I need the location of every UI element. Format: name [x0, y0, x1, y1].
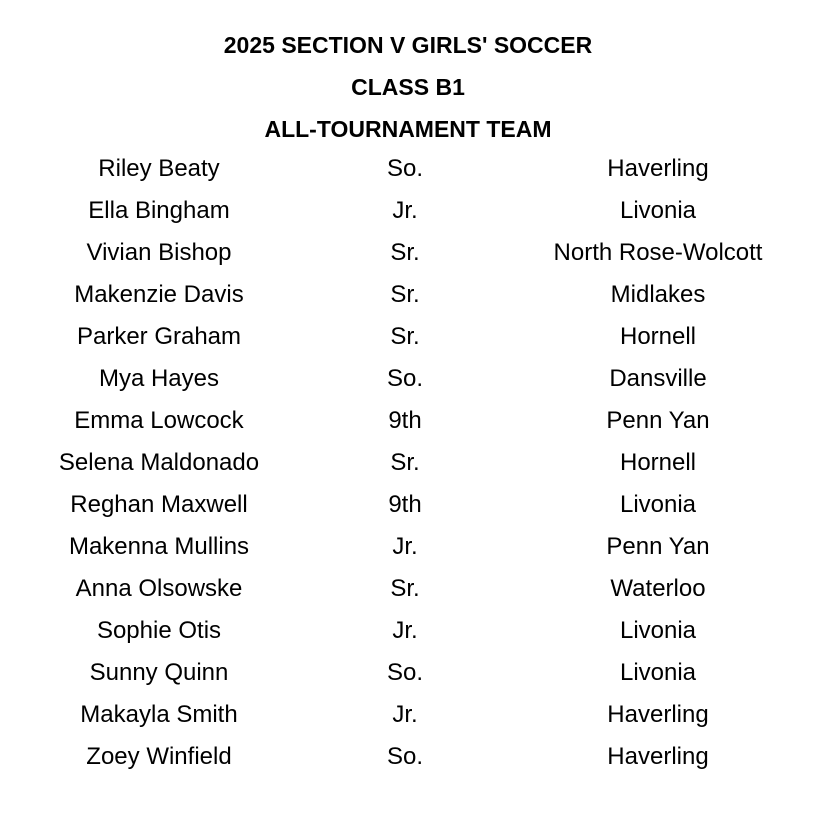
player-year: So. — [386, 365, 424, 392]
player-year: 9th — [388, 407, 422, 434]
player-year: Jr. — [392, 197, 418, 224]
document-team-label: ALL-TOURNAMENT TEAM — [264, 116, 552, 142]
player-year: Sr. — [390, 281, 420, 308]
player-name: Anna Olsowske — [75, 575, 243, 602]
player-year: Sr. — [390, 575, 420, 602]
player-year: Jr. — [392, 701, 418, 728]
player-name: Selena Maldonado — [58, 449, 260, 476]
player-name: Parker Graham — [76, 323, 242, 350]
player-name: Makenna Mullins — [68, 533, 250, 560]
player-name: Riley Beaty — [98, 155, 220, 182]
roster-row — [0, 615, 828, 657]
player-name: Sophie Otis — [96, 617, 222, 644]
player-school: Livonia — [619, 617, 697, 644]
roster-row — [0, 195, 828, 237]
roster-row — [0, 153, 828, 195]
player-year: Sr. — [390, 449, 420, 476]
player-name: Makenzie Davis — [74, 281, 244, 308]
player-name: Vivian Bishop — [86, 239, 232, 266]
player-school: Livonia — [619, 659, 697, 686]
roster-row — [0, 741, 828, 783]
document-title: 2025 SECTION V GIRLS' SOCCER — [223, 32, 593, 58]
roster-row — [0, 699, 828, 741]
roster-row — [0, 531, 828, 573]
roster-row — [0, 237, 828, 279]
roster-row — [0, 405, 828, 447]
player-name: Emma Lowcock — [74, 407, 244, 434]
roster-row — [0, 657, 828, 699]
player-name: Ella Bingham — [88, 197, 230, 224]
player-school: Penn Yan — [606, 533, 710, 560]
player-year: Jr. — [392, 617, 418, 644]
player-school: Livonia — [619, 197, 697, 224]
player-year: So. — [386, 659, 424, 686]
roster-row — [0, 321, 828, 363]
player-year: So. — [386, 743, 424, 770]
player-school: Haverling — [607, 701, 709, 728]
player-year: Jr. — [392, 533, 418, 560]
roster-row — [0, 489, 828, 531]
player-school: Hornell — [619, 323, 697, 350]
roster-list — [0, 153, 828, 783]
document-class-label: CLASS B1 — [351, 74, 465, 100]
player-name: Mya Hayes — [98, 365, 220, 392]
player-school: North Rose-Wolcott — [553, 239, 763, 266]
player-school: Penn Yan — [606, 407, 710, 434]
player-year: Sr. — [390, 239, 420, 266]
player-school: Midlakes — [610, 281, 706, 308]
player-school: Haverling — [607, 155, 709, 182]
player-name: Reghan Maxwell — [70, 491, 248, 518]
player-school: Hornell — [619, 449, 697, 476]
roster-row — [0, 363, 828, 405]
player-name: Zoey Winfield — [86, 743, 232, 770]
player-year: Sr. — [390, 323, 420, 350]
player-school: Livonia — [619, 491, 697, 518]
player-name: Sunny Quinn — [89, 659, 229, 686]
player-school: Haverling — [607, 743, 709, 770]
player-school: Waterloo — [610, 575, 706, 602]
player-year: 9th — [388, 491, 422, 518]
player-year: So. — [386, 155, 424, 182]
player-school: Dansville — [609, 365, 707, 392]
roster-row — [0, 573, 828, 615]
roster-row — [0, 447, 828, 489]
player-name: Makayla Smith — [80, 701, 238, 728]
roster-row — [0, 279, 828, 321]
